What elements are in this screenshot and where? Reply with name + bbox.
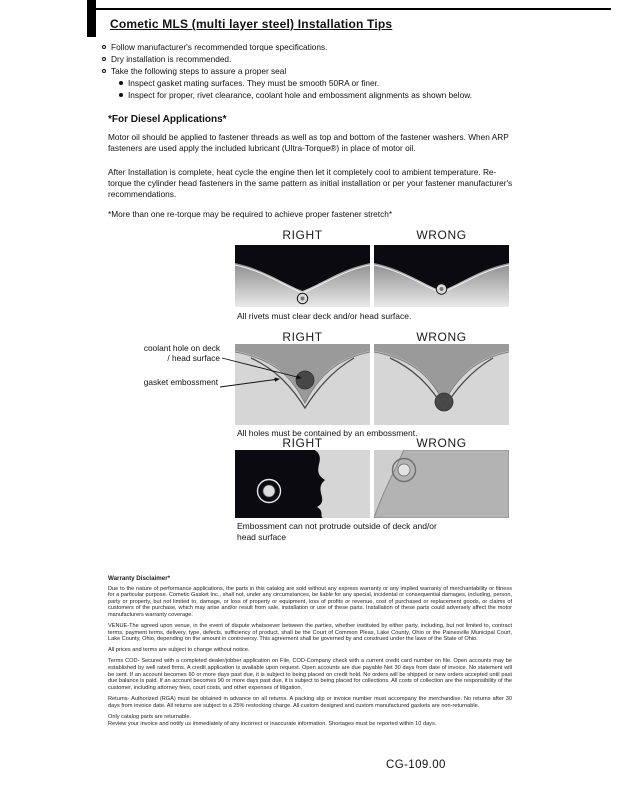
right-label-row3: RIGHT bbox=[282, 436, 323, 450]
diagram-rivet-right bbox=[235, 245, 370, 307]
warranty-disclaimer bbox=[108, 576, 512, 732]
diagram-protrusion-right bbox=[235, 450, 370, 518]
page-top-rule bbox=[96, 8, 611, 10]
bullet-icon bbox=[119, 81, 123, 85]
coolant-hole-label: coolant hole on deck / head surface bbox=[143, 343, 220, 363]
page-title: Cometic MLS (multi layer steel) Installation Tips bbox=[110, 17, 393, 31]
wrong-label-row3: WRONG bbox=[416, 436, 467, 450]
hole-icon bbox=[398, 464, 410, 476]
tips-list bbox=[102, 42, 572, 102]
tip-text: Follow manufacturer's recommended torque specifications. bbox=[111, 42, 328, 52]
right-label-row1: RIGHT bbox=[282, 228, 323, 242]
hole-icon bbox=[263, 485, 275, 497]
disclaimer-paragraph: VENUE-The agreed upon venue, in the event of dispute whatsoever between the parties, whether instituted by either party, including, but not limited to, contract terms, payment terms, delivery, type, defects, sufficiency of product, shall be the Court of Common Pleas, Lake County, Ohio or the Painesville Municipal Court, Lake County, Ohio, depending on the amount in controversy. This agreement shall be governed by and construed under the laws of the State of Ohio. bbox=[108, 623, 512, 643]
label-arrows bbox=[120, 340, 320, 420]
diesel-paragraph-1: Motor oil should be applied to fastener threads as well as top and bottom of the fastener washers. When ARP fasteners are used apply the included lubricant (Ultra-Torque®) in place of motor oil. bbox=[108, 132, 509, 153]
open-bullet-icon bbox=[102, 57, 106, 61]
diagram-embossment-wrong bbox=[374, 344, 509, 425]
diagram-protrusion-wrong bbox=[374, 450, 509, 518]
wrong-label-row1: WRONG bbox=[416, 228, 467, 242]
disclaimer-paragraph: Due to the nature of performance applications, the parts in this catalog are sold without any express warranty or any implied warranty of merchantability or fitness for a particular purpose. Cometic Gasket Inc., shall not, under any circumstances, be liable for any special, incidental or consequential damages, including, person, party or property, but not limited to, damage, or loss of property or equipment, loss of profits or revenue, cost of purchased or replacement goods, or claims of customers of the purchase, which may arise and/or result from sale, installation or use of these parts. Installation of these parts could adversely affect the motor manufacturers warranty coverage. bbox=[108, 585, 512, 618]
gasket-embossment-label: gasket embossment bbox=[143, 377, 218, 387]
bullet-icon bbox=[119, 93, 123, 97]
catalog-page-code: CG-109.00 bbox=[386, 759, 446, 771]
tip-item bbox=[102, 42, 572, 53]
disclaimer-paragraph: Returns- Authorized (RGA) must be obtained in advance on all returns. A packing slip or invoice number must accompany the merchandise. No returns after 30 days from invoice date. All returns are subject to a 25% restocking charge. All custom designed and custom manufactured gaskets are non-returnable. bbox=[108, 695, 512, 709]
disclaimer-paragraph: Only catalog parts are returnable. bbox=[108, 713, 192, 720]
right-label-row2: RIGHT bbox=[282, 330, 323, 344]
tip-sub-item bbox=[119, 90, 572, 101]
tip-item bbox=[102, 54, 572, 65]
open-bullet-icon bbox=[102, 69, 106, 73]
disclaimer-paragraph: Review your invoice and notify us immediately of any incorrect or inaccurate information. Shortages must be reported within 10 days. bbox=[108, 721, 437, 728]
tip-text: Dry installation is recommended. bbox=[111, 54, 232, 64]
disclaimer-heading: Warranty Disclaimer* bbox=[108, 575, 171, 582]
binder-mark bbox=[87, 0, 96, 37]
open-bullet-icon bbox=[102, 45, 106, 49]
wrong-label-row2: WRONG bbox=[416, 330, 467, 344]
tip-sub-item bbox=[119, 78, 572, 89]
caption-row1: All rivets must clear deck and/or head surface. bbox=[237, 311, 412, 321]
tip-text: Inspect gasket mating surfaces. They must be smooth 50RA or finer. bbox=[128, 78, 380, 88]
disclaimer-paragraph: All prices and terms are subject to change without notice. bbox=[108, 647, 250, 654]
deck-shape bbox=[235, 450, 325, 518]
rivet-icon bbox=[297, 293, 307, 303]
retorque-note: *More than one re-torque may be required to achieve proper fastener stretch* bbox=[108, 209, 393, 219]
caption-row3: Embossment can not protrude outside of deck and/or head surface bbox=[237, 521, 437, 542]
tip-item bbox=[102, 66, 572, 77]
gasket-embossment-arrow-icon bbox=[220, 379, 279, 387]
rivet-icon bbox=[436, 284, 446, 294]
disclaimer-paragraph: Terms COD- Secured with a completed dealer/jobber application on File, COD-Company check with a current credit card number on file. Open accounts may be established by well rated firms. A credit application is available upon request. Open accounts are due payable Net 30 days from date of invoice. No statement will be sent. If an account becomes 60 or more days past due, it is subject to being placed on credit hold. No orders will be shipped or new orders accepted until past due balance is paid. If an account becomes 90 or more days past due, it is subject to being placed for collections. All costs of collection are the responsibility of the customer, including attorney fees, court costs, and other expenses of litigation. bbox=[108, 658, 512, 691]
tip-text: Inspect for proper, rivet clearance, coolant hole and embossment alignments as shown below. bbox=[128, 90, 473, 100]
tip-text: Take the following steps to assure a proper seal bbox=[111, 66, 287, 76]
caption-row2: All holes must be contained by an embossment. bbox=[237, 428, 418, 438]
diagram-rivet-wrong bbox=[374, 245, 509, 307]
coolant-hole-arrow-icon bbox=[222, 358, 301, 378]
diesel-paragraph-2: After Installation is complete, heat cycle the engine then let it completely cool to ambient temperature. Re-torque the cylinder head fasteners in the same pattern as initial installation or per your fastener manufacturer's recommendations. bbox=[108, 167, 513, 199]
diesel-heading: *For Diesel Applications* bbox=[108, 114, 227, 125]
